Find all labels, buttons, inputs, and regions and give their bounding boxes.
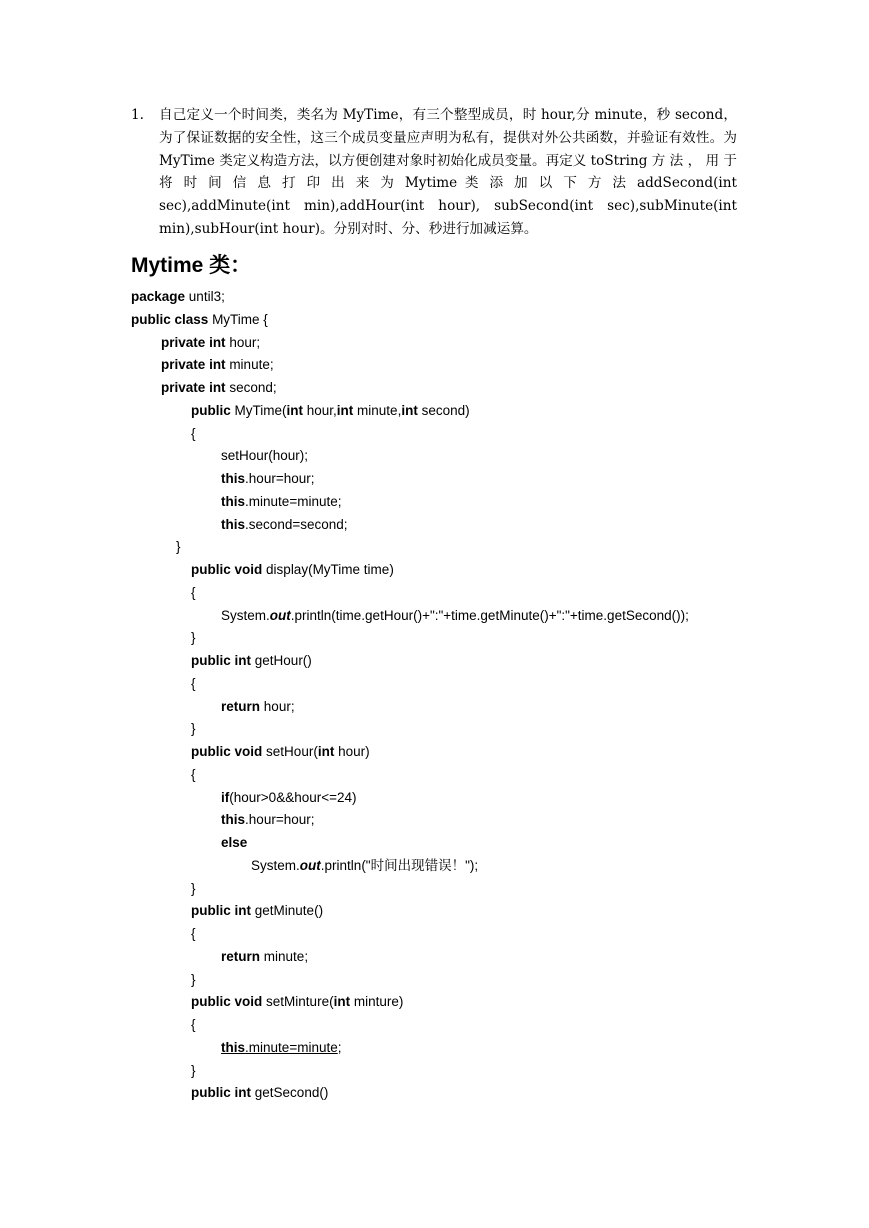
code-text	[131, 903, 191, 918]
code-static-field: out	[269, 607, 291, 623]
code-keyword: this	[221, 1039, 246, 1055]
code-text: {	[131, 584, 196, 600]
code-text: .println("时间出现错误！");	[320, 857, 479, 873]
code-text: {	[131, 766, 196, 782]
code-keyword: public	[191, 1085, 231, 1101]
code-text: }	[131, 880, 196, 896]
code-text: System.	[131, 607, 270, 623]
code-text: .minute=minute	[245, 1039, 338, 1055]
code-text	[131, 471, 221, 486]
code-keyword: public	[191, 903, 231, 919]
code-keyword: class	[174, 311, 209, 327]
code-line	[131, 354, 771, 377]
code-keyword: private	[161, 357, 206, 373]
code-text: minture)	[350, 994, 404, 1010]
code-line	[131, 1082, 771, 1105]
code-keyword: private	[161, 380, 206, 395]
code-text	[131, 949, 221, 964]
task-description	[131, 104, 737, 241]
code-keyword: int	[209, 380, 226, 395]
code-line	[131, 377, 771, 400]
code-keyword: int	[209, 334, 226, 350]
code-keyword: return	[221, 948, 261, 964]
code-line	[131, 696, 771, 719]
code-text: System.	[131, 857, 300, 873]
code-text: ;	[337, 1039, 342, 1055]
code-line	[131, 332, 771, 355]
code-keyword: int	[336, 402, 354, 418]
code-line	[131, 605, 771, 628]
code-text: .second=second;	[245, 516, 348, 532]
code-keyword: public	[191, 562, 231, 577]
code-line	[131, 991, 771, 1014]
code-text	[131, 1085, 191, 1100]
code-line	[131, 400, 771, 423]
code-text: }	[131, 971, 196, 987]
code-text: MyTime {	[208, 311, 268, 327]
code-text: }	[131, 630, 196, 646]
code-text	[131, 380, 161, 395]
code-text: .hour=hour;	[245, 471, 315, 486]
code-text: setHour(hour);	[131, 448, 309, 464]
code-keyword: return	[221, 698, 261, 714]
code-keyword: public	[191, 653, 231, 668]
code-keyword: this	[221, 516, 246, 532]
code-line	[131, 878, 771, 901]
code-line	[131, 514, 771, 537]
code-text: minute;	[225, 357, 274, 373]
code-line	[131, 946, 771, 969]
code-text: .hour=hour;	[245, 812, 315, 828]
code-keyword: this	[221, 471, 246, 486]
code-text: hour;	[225, 334, 261, 350]
code-text: until3;	[185, 289, 225, 304]
code-text: {	[131, 926, 196, 941]
code-text: hour,	[303, 402, 337, 418]
code-keyword: public	[191, 402, 231, 418]
code-text	[131, 517, 221, 532]
code-text	[131, 335, 161, 350]
code-keyword: public	[191, 994, 231, 1010]
code-text: {	[131, 1017, 196, 1032]
code-line	[131, 445, 771, 468]
code-text	[131, 790, 221, 805]
code-text: minute,	[353, 402, 402, 418]
code-text: {	[131, 675, 196, 691]
code-block	[131, 286, 771, 1105]
code-line	[131, 286, 771, 309]
code-text: hour)	[334, 744, 370, 759]
code-line	[131, 423, 771, 446]
code-text	[131, 653, 191, 668]
task-number: 1.	[131, 107, 144, 123]
code-line	[131, 718, 771, 741]
code-keyword: else	[221, 835, 248, 850]
code-line	[131, 832, 771, 855]
task-text: 自己定义一个时间类，类名为 MyTime，有三个整型成员，时 hour,分 minute，秒 second，为了保证数据的安全性，这三个成员变量应声明为私有，提供对外公共函数，并验证有效性。为 MyTime 类定义构造方法，以方便创建对象时初始化成员变量。再定义 toString 方 法 ， 用 于 将 时 间 信 息 打 印 出 来 为 Mytime 类 添 加 以 下 方 法 addSecond(int sec),addMinute(int min),addHour(int hour), subSecond(int sec),subMinute(int min),subHour(int hour)。分别对时、分、秒进行加减运算。	[159, 107, 737, 237]
code-keyword: int	[234, 653, 252, 668]
code-text	[131, 562, 191, 577]
code-text: {	[131, 425, 196, 441]
code-keyword: int	[286, 402, 304, 418]
code-keyword: private	[161, 334, 206, 350]
code-line	[131, 923, 771, 946]
code-line	[131, 741, 771, 764]
code-text: }	[131, 1062, 196, 1078]
code-text: }	[131, 721, 196, 737]
code-text: second;	[225, 380, 277, 395]
code-line	[131, 650, 771, 673]
code-static-field: out	[299, 857, 321, 873]
code-text: getHour()	[251, 653, 312, 668]
code-line	[131, 1060, 771, 1083]
code-text: .minute=minute;	[245, 493, 342, 509]
code-line	[131, 969, 771, 992]
code-text: .println(time.getHour()+":"+time.getMinute()+":"+time.getSecond());	[290, 607, 689, 623]
code-keyword: int	[234, 903, 252, 919]
code-line	[131, 1014, 771, 1037]
code-keyword: public	[131, 311, 171, 327]
code-keyword: int	[333, 994, 351, 1010]
code-text: }	[131, 539, 181, 555]
code-keyword: package	[131, 289, 186, 304]
code-keyword: this	[221, 493, 246, 509]
code-line	[131, 309, 771, 332]
code-text	[131, 1040, 221, 1055]
code-text: display(MyTime time)	[262, 562, 394, 577]
code-text	[131, 403, 191, 418]
code-keyword: void	[234, 994, 263, 1010]
code-text: getMinute()	[251, 903, 324, 919]
code-line	[131, 787, 771, 810]
code-text: MyTime(	[230, 402, 287, 418]
code-keyword: void	[234, 562, 263, 577]
code-text	[131, 994, 191, 1009]
code-text: minute;	[260, 948, 309, 964]
code-line	[131, 559, 771, 582]
code-line	[131, 582, 771, 605]
code-text: second)	[417, 402, 470, 418]
code-text: (hour>0&&hour<=24)	[229, 789, 357, 805]
code-text	[131, 812, 221, 827]
code-keyword: int	[317, 744, 335, 759]
code-keyword: if	[221, 789, 230, 805]
code-keyword: int	[401, 402, 418, 418]
code-line	[131, 673, 771, 696]
code-text: hour;	[260, 698, 295, 714]
code-keyword: this	[221, 812, 246, 828]
code-text: setHour(	[262, 744, 318, 759]
code-line	[131, 536, 771, 559]
code-text: getSecond()	[251, 1085, 329, 1101]
code-line	[131, 468, 771, 491]
code-line	[131, 491, 771, 514]
code-keyword: void	[234, 744, 263, 759]
code-keyword: int	[234, 1085, 252, 1101]
code-line	[131, 764, 771, 787]
code-text	[131, 699, 221, 714]
code-text	[131, 835, 221, 850]
code-line	[131, 627, 771, 650]
code-keyword: int	[209, 357, 226, 373]
code-text	[131, 357, 161, 372]
code-line	[131, 855, 771, 878]
code-text	[131, 494, 221, 509]
code-text: setMinture(	[262, 994, 334, 1010]
code-line	[131, 1037, 771, 1060]
section-heading: Mytime 类：	[131, 254, 252, 277]
code-line	[131, 900, 771, 923]
code-text	[131, 744, 191, 759]
code-keyword: public	[191, 744, 231, 759]
code-line	[131, 809, 771, 832]
